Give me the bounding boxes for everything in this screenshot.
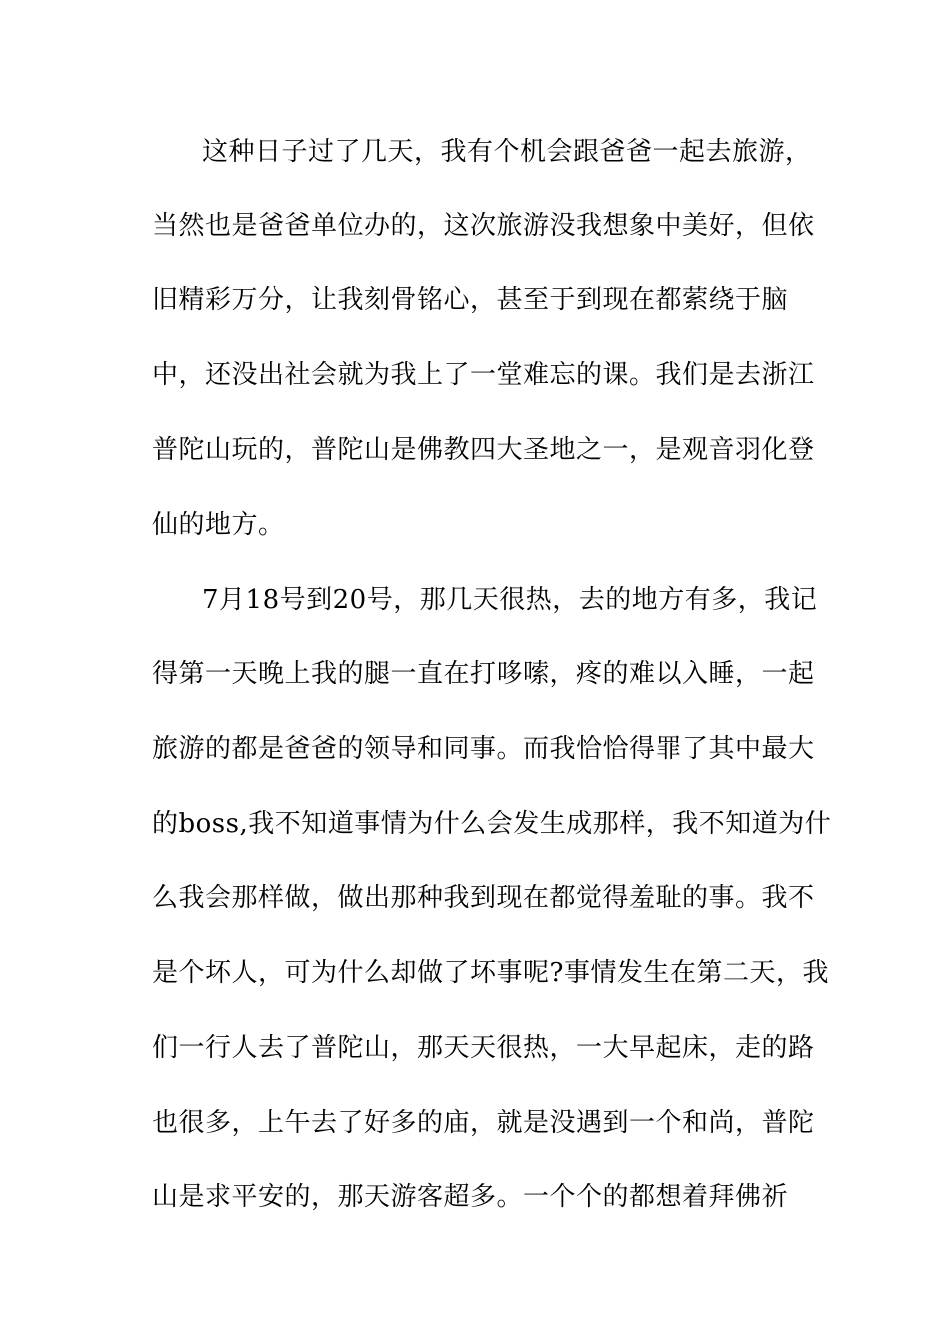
paragraph-1-line-4: 中，还没出社会就为我上了一堂难忘的课。我们是去浙江 [152,360,815,390]
paragraph-2-line-6: 是个坏人，可为什么却做了坏事呢?事情发生在第二天，我 [152,958,829,988]
paragraph-1-line-6: 仙的地方。 [152,510,285,540]
paragraph-1-line-3: 旧精彩万分，让我刻骨铭心，甚至于到现在都萦绕于脑 [152,285,789,315]
paragraph-1-line-5: 普陀山玩的，普陀山是佛教四大圣地之一，是观音羽化登 [152,435,815,465]
paragraph-1-line-2: 当然也是爸爸单位办的，这次旅游没我想象中美好，但依 [152,211,815,241]
paragraph-2-line-5: 么我会那样做，做出那种我到现在都觉得羞耻的事。我不 [152,883,815,913]
paragraph-2-line-9: 山是求平安的，那天游客超多。一个个的都想着拜佛祈 [152,1182,789,1212]
paragraph-1-line-1: 这种日子过了几天，我有个机会跟爸爸一起去旅游， [202,137,812,167]
paragraph-2-line-1: 7月18号到20号，那几天很热，去的地方有多，我记 [202,585,818,615]
paragraph-2-line-3: 旅游的都是爸爸的领导和同事。而我恰恰得罪了其中最大 [152,734,815,764]
paragraph-2-line-4: 的boss,我不知道事情为什么会发生成那样，我不知道为什 [152,809,832,839]
paragraph-2-line-2: 得第一天晚上我的腿一直在打哆嗦，疼的难以入睡，一起 [152,659,815,689]
paragraph-2-line-7: 们一行人去了普陀山，那天天很热，一大早起床，走的路 [152,1033,815,1063]
paragraph-2-line-8: 也很多，上午去了好多的庙，就是没遇到一个和尚，普陀 [152,1108,815,1138]
